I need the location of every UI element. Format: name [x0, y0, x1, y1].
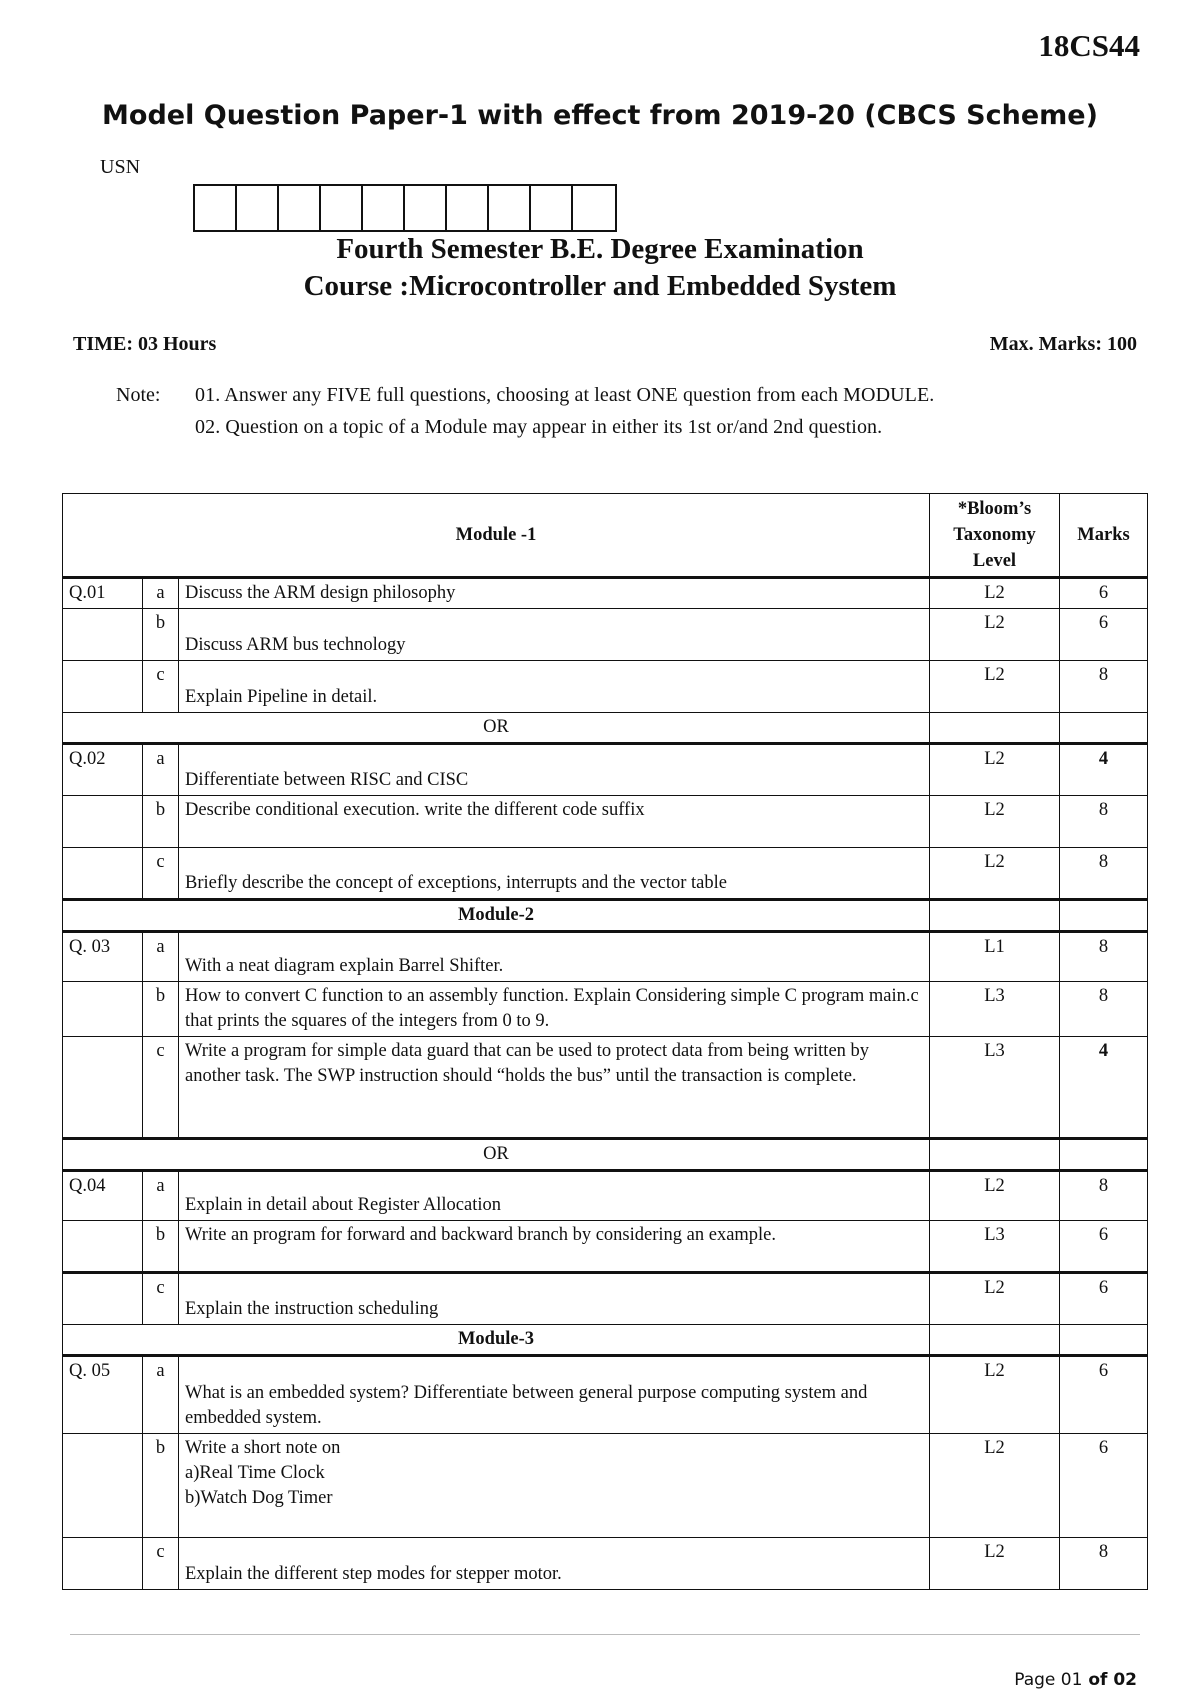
marks-value: 6	[1060, 578, 1148, 609]
module-1-heading: Module -1	[63, 494, 930, 578]
question-text: With a neat diagram explain Barrel Shifter.	[179, 932, 930, 982]
usn-box	[531, 186, 573, 230]
table-row	[63, 848, 1148, 900]
table-row	[63, 796, 1148, 848]
question-text-line: b)Watch Dog Timer	[185, 1488, 333, 1508]
question-number: Q.04	[63, 1171, 143, 1221]
marks-value: 6	[1060, 1356, 1148, 1434]
question-text: Briefly describe the concept of exceptions, interrupts and the vector table	[179, 848, 930, 900]
marks-value: 8	[1060, 982, 1148, 1037]
blooms-level: L3	[930, 1221, 1060, 1273]
marks-value: 8	[1060, 796, 1148, 848]
exam-time: TIME: 03 Hours	[73, 333, 217, 355]
page-total: 02	[1113, 1670, 1137, 1690]
question-text: Explain the instruction scheduling	[179, 1273, 930, 1325]
question-table	[62, 493, 1148, 1590]
marks-value: 8	[1060, 932, 1148, 982]
footer-divider	[70, 1634, 1140, 1635]
usn-input-boxes	[193, 184, 617, 232]
max-marks: Max. Marks: 100	[989, 333, 1137, 355]
subject-code: 18CS44	[1038, 28, 1140, 63]
sub-label: c	[143, 1273, 179, 1325]
marks-value: 4	[1060, 744, 1148, 796]
question-text: Write an program for forward and backward branch by considering an example.	[179, 1221, 930, 1273]
sub-label: a	[143, 578, 179, 609]
marks-heading: Marks	[1060, 494, 1148, 578]
blooms-level: L2	[930, 609, 1060, 661]
sub-label: b	[143, 1434, 179, 1538]
question-number: Q.01	[63, 578, 143, 609]
marks-value: 6	[1060, 1434, 1148, 1538]
blooms-level: L2	[930, 1538, 1060, 1590]
table-row	[63, 900, 1148, 932]
or-divider: OR	[63, 1139, 930, 1171]
marks-value: 6	[1060, 1221, 1148, 1273]
usn-box	[447, 186, 489, 230]
note-line-1: 01. Answer any FIVE full questions, choosing at least ONE question from each MODULE.	[195, 384, 935, 406]
usn-box	[195, 186, 237, 230]
sub-label: c	[143, 1538, 179, 1590]
question-text: Differentiate between RISC and CISC	[179, 744, 930, 796]
table-row	[63, 609, 1148, 661]
blooms-level: L1	[930, 932, 1060, 982]
question-number: Q. 03	[63, 932, 143, 982]
sub-label: c	[143, 661, 179, 713]
table-row	[63, 713, 1148, 744]
module-3-heading: Module-3	[63, 1325, 930, 1356]
sub-label: a	[143, 1356, 179, 1434]
question-text: Discuss ARM bus technology	[179, 609, 930, 661]
sub-label: a	[143, 932, 179, 982]
blooms-level: L2	[930, 744, 1060, 796]
blooms-level: L3	[930, 1037, 1060, 1139]
usn-box	[489, 186, 531, 230]
blooms-heading: *Bloom’s Taxonomy Level	[930, 494, 1060, 578]
question-text: Explain Pipeline in detail.	[179, 661, 930, 713]
paper-title: Model Question Paper-1 with effect from 2019-20 (CBCS Scheme)	[102, 100, 1098, 131]
table-row	[63, 932, 1148, 982]
usn-box	[363, 186, 405, 230]
usn-label: USN	[100, 156, 141, 178]
sub-label: c	[143, 848, 179, 900]
question-text: Explain in detail about Register Allocation	[179, 1171, 930, 1221]
table-row	[63, 1325, 1148, 1356]
blooms-level: L2	[930, 1273, 1060, 1325]
blooms-level: L2	[930, 796, 1060, 848]
table-row	[63, 1434, 1148, 1538]
question-text: How to convert C function to an assembly function. Explain Considering simple C program main.c that prints the squares of the integers from 0 to 9.	[179, 982, 930, 1037]
table-row	[63, 1221, 1148, 1273]
or-divider: OR	[63, 713, 930, 744]
marks-value: 6	[1060, 1273, 1148, 1325]
table-row	[63, 1356, 1148, 1434]
page-number	[900, 1670, 1137, 1690]
marks-value: 8	[1060, 1538, 1148, 1590]
usn-box	[237, 186, 279, 230]
marks-value: 4	[1060, 1037, 1148, 1139]
question-text: What is an embedded system? Differentiate between general purpose computing system and embedded system.	[179, 1356, 930, 1434]
table-row	[63, 1037, 1148, 1139]
note-line-2: 02. Question on a topic of a Module may appear in either its 1st or/and 2nd question.	[195, 416, 883, 438]
marks-value: 8	[1060, 1171, 1148, 1221]
question-text-line: a)Real Time Clock	[185, 1463, 325, 1483]
blooms-level: L3	[930, 982, 1060, 1037]
question-number: Q.02	[63, 744, 143, 796]
question-text: Discuss the ARM design philosophy	[179, 578, 930, 609]
module-2-heading: Module-2	[63, 900, 930, 932]
blooms-level: L2	[930, 661, 1060, 713]
exam-title: Fourth Semester B.E. Degree Examination	[336, 233, 864, 265]
blooms-level: L2	[930, 578, 1060, 609]
sub-label: b	[143, 796, 179, 848]
page-current: 01	[1060, 1670, 1083, 1690]
blooms-level: L2	[930, 1434, 1060, 1538]
blooms-level: L2	[930, 1171, 1060, 1221]
question-text: Write a program for simple data guard that can be used to protect data from being written by another task. The SWP instruction should “holds the bus” until the transaction is complete.	[179, 1037, 930, 1139]
sub-label: b	[143, 1221, 179, 1273]
question-text	[179, 1434, 930, 1538]
blooms-level: L2	[930, 1356, 1060, 1434]
table-row	[63, 661, 1148, 713]
note-label: Note:	[116, 384, 161, 406]
usn-box	[405, 186, 447, 230]
question-text: Describe conditional execution. write the different code suffix	[179, 796, 930, 848]
marks-value: 8	[1060, 661, 1148, 713]
table-row	[63, 578, 1148, 609]
page-of: of	[1082, 1670, 1114, 1690]
sub-label: c	[143, 1037, 179, 1139]
usn-box	[321, 186, 363, 230]
marks-value: 6	[1060, 609, 1148, 661]
sub-label: b	[143, 982, 179, 1037]
page-prefix: Page	[1014, 1670, 1061, 1690]
table-row	[63, 1139, 1148, 1171]
marks-value: 8	[1060, 848, 1148, 900]
usn-box	[573, 186, 615, 230]
sub-label: b	[143, 609, 179, 661]
table-row	[63, 982, 1148, 1037]
question-text-line: Write a short note on	[185, 1438, 341, 1458]
question-text: Explain the different step modes for stepper motor.	[179, 1538, 930, 1590]
sub-label: a	[143, 744, 179, 796]
course-title: Course :Microcontroller and Embedded System	[303, 270, 897, 302]
table-row	[63, 1273, 1148, 1325]
blooms-level: L2	[930, 848, 1060, 900]
usn-box	[279, 186, 321, 230]
table-row	[63, 1538, 1148, 1590]
table-header-row	[63, 494, 1148, 578]
sub-label: a	[143, 1171, 179, 1221]
table-row	[63, 744, 1148, 796]
table-row	[63, 1171, 1148, 1221]
question-number: Q. 05	[63, 1356, 143, 1434]
